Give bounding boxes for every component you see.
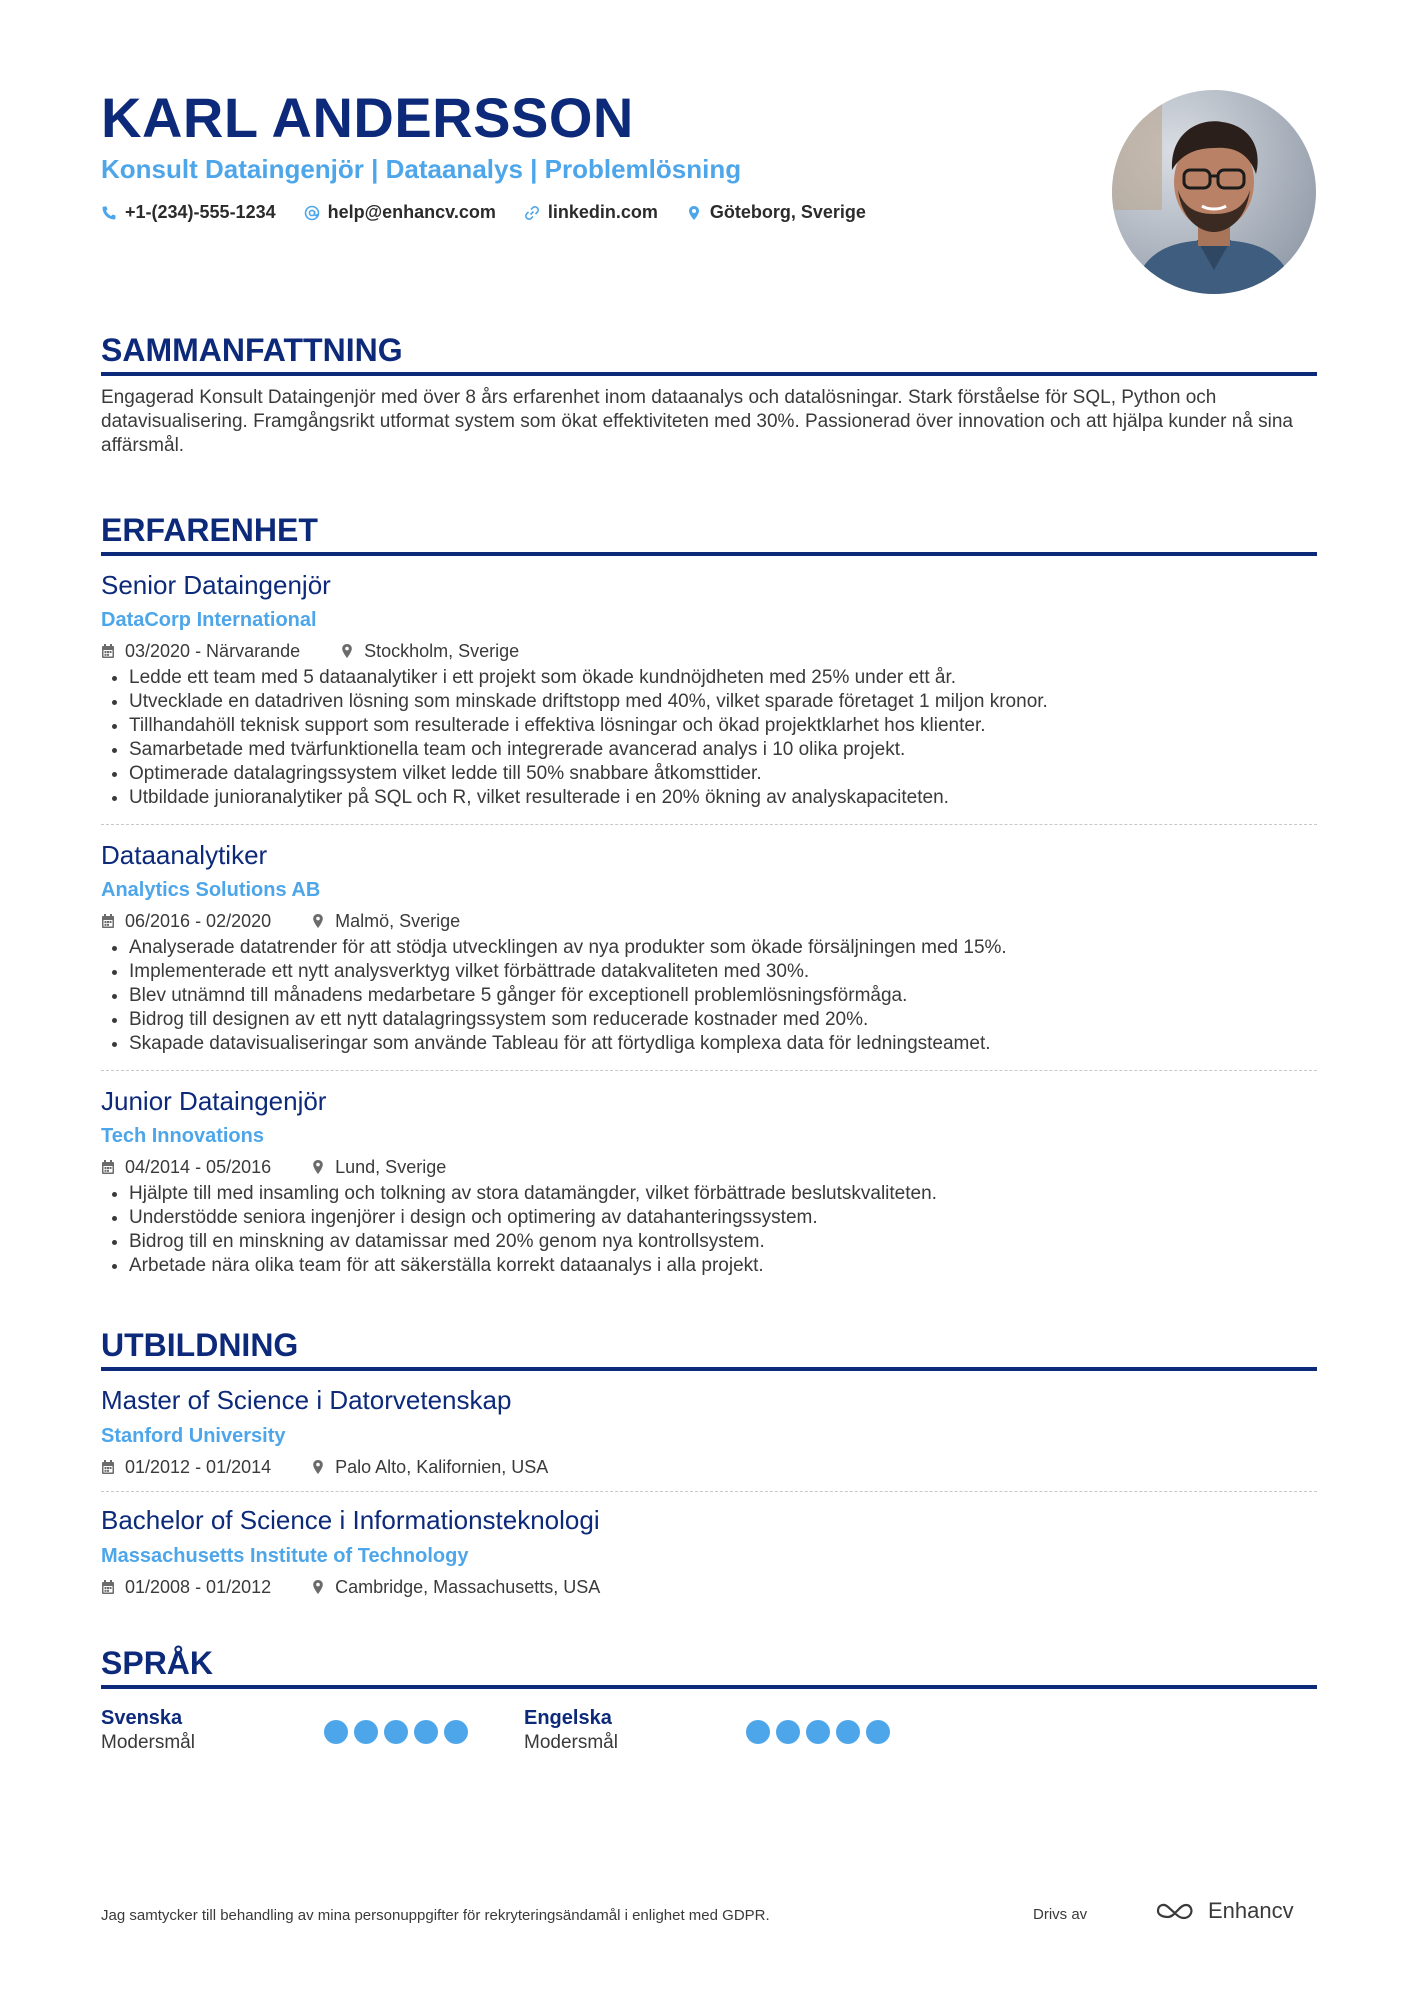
education-location: Cambridge, Massachusetts, USA — [335, 1577, 601, 1597]
contact-bar — [101, 202, 866, 223]
job-title: Junior Dataingenjör — [101, 1086, 327, 1116]
contact-linkedin[interactable] — [524, 202, 658, 223]
job-meta — [101, 1155, 446, 1179]
rating-dot — [806, 1720, 830, 1744]
job-company: Analytics Solutions AB — [101, 879, 321, 901]
list-item: • Analyserade datatrender för att stödja utvecklingen av nya produkter som ökade försäljningen med 15%. — [129, 936, 1319, 960]
education-meta — [101, 1455, 548, 1479]
rating-dot — [746, 1720, 770, 1744]
rating-dot — [354, 1720, 378, 1744]
location-pin-icon — [311, 1459, 325, 1475]
job-bullets — [101, 936, 1319, 1056]
language-level: Modersmål — [101, 1732, 195, 1753]
location-pin-icon — [686, 205, 702, 221]
section-rule — [101, 1367, 1317, 1371]
rating-dot — [836, 1720, 860, 1744]
location-pin-icon — [311, 913, 325, 929]
language-rating — [746, 1720, 890, 1744]
job-meta — [101, 639, 519, 663]
section-title-languages: SPRÅK — [101, 1645, 214, 1681]
list-item: • Samarbetade med tvärfunktionella team och integrerade avancerad analys i 10 olika projekt. — [129, 738, 1319, 762]
location-pin-icon — [340, 643, 354, 659]
brand-name: Enhancv — [1208, 1898, 1294, 1923]
section-rule — [101, 372, 1317, 376]
contact-location — [686, 202, 866, 223]
rating-dot — [776, 1720, 800, 1744]
job-bullets — [101, 1182, 1319, 1278]
job-dates: 03/2020 - Närvarande — [125, 641, 301, 661]
resume-name: KARL ANDERSSON — [101, 86, 634, 149]
contact-phone-text: +1-(234)-555-1234 — [125, 202, 276, 222]
profile-photo — [1112, 90, 1316, 294]
contact-phone[interactable] — [101, 202, 276, 223]
job-location: Stockholm, Sverige — [364, 641, 520, 661]
powered-by-label: Drivs av — [1033, 1906, 1088, 1923]
education-meta — [101, 1575, 600, 1599]
language-name: Engelska — [524, 1707, 612, 1729]
rating-dot — [414, 1720, 438, 1744]
job-dates: 06/2016 - 02/2020 — [125, 911, 272, 931]
summary-text: Engagerad Konsult Dataingenjör med över 8 års erfarenhet inom dataanalys och datalösningar. Stark förståelse för SQL, Python och datavisualisering. Framgångsrikt utformat system som ökat effektiviteten med 30%. Passionerad över innovation och att hjälpa kunder nå sina affärsmål. — [101, 387, 1293, 456]
list-item: • Utbildade junioranalytiker på SQL och R, vilket resulterade i en 20% ökning av analyskapaciteten. — [129, 786, 1319, 810]
calendar-icon — [101, 1459, 115, 1475]
rating-dot — [866, 1720, 890, 1744]
contact-email[interactable] — [304, 202, 496, 223]
calendar-icon — [101, 1579, 115, 1595]
enhancv-logo[interactable] — [1154, 1898, 1294, 1924]
resume-headline: Konsult Dataingenjör | Dataanalys | Problemlösning — [101, 154, 742, 184]
contact-linkedin-text: linkedin.com — [547, 202, 658, 222]
school-name: Stanford University — [101, 1425, 286, 1447]
list-item: • Understödde seniora ingenjörer i design och optimering av datahanteringssystem. — [129, 1206, 1319, 1230]
education-dates: 01/2008 - 01/2012 — [125, 1577, 272, 1597]
section-rule — [101, 1685, 1317, 1689]
rating-dot — [384, 1720, 408, 1744]
rating-dot — [444, 1720, 468, 1744]
language-level: Modersmål — [524, 1732, 618, 1753]
list-item: • Hjälpte till med insamling och tolkning av stora datamängder, vilket förbättrade beslutskvaliteten. — [129, 1182, 1319, 1206]
job-company: DataCorp International — [101, 609, 317, 631]
school-name: Massachusetts Institute of Technology — [101, 1545, 469, 1567]
education-location: Palo Alto, Kalifornien, USA — [335, 1457, 549, 1477]
enhancv-infinity-icon — [1154, 1899, 1200, 1923]
section-title-education: UTBILDNING — [101, 1327, 299, 1363]
list-item: • Arbetade nära olika team för att säkerställa korrekt dataanalys i alla projekt. — [129, 1254, 1319, 1278]
location-pin-icon — [311, 1159, 325, 1175]
education-dates: 01/2012 - 01/2014 — [125, 1457, 272, 1477]
degree-title: Bachelor of Science i Informationsteknologi — [101, 1505, 600, 1535]
list-item: • Skapade datavisualiseringar som använde Tableau för att förtydliga komplexa data för ledningsteamet. — [129, 1032, 1319, 1056]
job-bullets — [101, 666, 1319, 810]
divider — [101, 824, 1317, 825]
divider — [101, 1491, 1317, 1492]
job-meta — [101, 909, 460, 933]
link-icon — [524, 205, 540, 221]
list-item: • Bidrog till en minskning av datamissar med 20% genom nya kontrollsystem. — [129, 1230, 1319, 1254]
calendar-icon — [101, 1159, 115, 1175]
phone-icon — [101, 205, 117, 221]
list-item: • Bidrog till designen av ett nytt datalagringssystem som reducerade kostnader med 20%. — [129, 1008, 1319, 1032]
section-title-experience: ERFARENHET — [101, 512, 318, 548]
job-company: Tech Innovations — [101, 1125, 264, 1147]
contact-location-text: Göteborg, Sverige — [709, 202, 866, 222]
job-title: Dataanalytiker — [101, 840, 268, 870]
job-title: Senior Dataingenjör — [101, 570, 331, 600]
job-dates: 04/2014 - 05/2016 — [125, 1157, 272, 1177]
calendar-icon — [101, 913, 115, 929]
section-rule — [101, 552, 1317, 556]
list-item: • Utvecklade en datadriven lösning som minskade driftstopp med 40%, vilket sparade företaget 1 miljon kronor. — [129, 690, 1319, 714]
list-item: • Blev utnämnd till månadens medarbetare 5 gånger för exceptionell problemlösningsförmåga. — [129, 984, 1319, 1008]
list-item: • Ledde ett team med 5 dataanalytiker i ett projekt som ökade kundnöjdheten med 25% under ett år. — [129, 666, 1319, 690]
contact-email-text: help@enhancv.com — [327, 202, 496, 222]
list-item: • Tillhandahöll teknisk support som resulterade i effektiva lösningar och ökad projektklarhet hos klienter. — [129, 714, 1319, 738]
list-item: • Implementerade ett nytt analysverktyg vilket förbättrade datakvaliteten med 30%. — [129, 960, 1319, 984]
divider — [101, 1070, 1317, 1071]
calendar-icon — [101, 643, 115, 659]
language-rating — [324, 1720, 468, 1744]
rating-dot — [324, 1720, 348, 1744]
language-name: Svenska — [101, 1707, 183, 1729]
location-pin-icon — [311, 1579, 325, 1595]
gdpr-consent: Jag samtycker till behandling av mina personuppgifter för rekryteringsändamål i enlighet med GDPR. — [101, 1907, 770, 1924]
degree-title: Master of Science i Datorvetenskap — [101, 1385, 512, 1415]
section-title-summary: SAMMANFATTNING — [101, 332, 403, 368]
list-item: • Optimerade datalagringssystem vilket ledde till 50% snabbare åtkomsttider. — [129, 762, 1319, 786]
job-location: Malmö, Sverige — [335, 911, 461, 931]
job-location: Lund, Sverige — [335, 1157, 447, 1177]
at-icon — [304, 205, 320, 221]
